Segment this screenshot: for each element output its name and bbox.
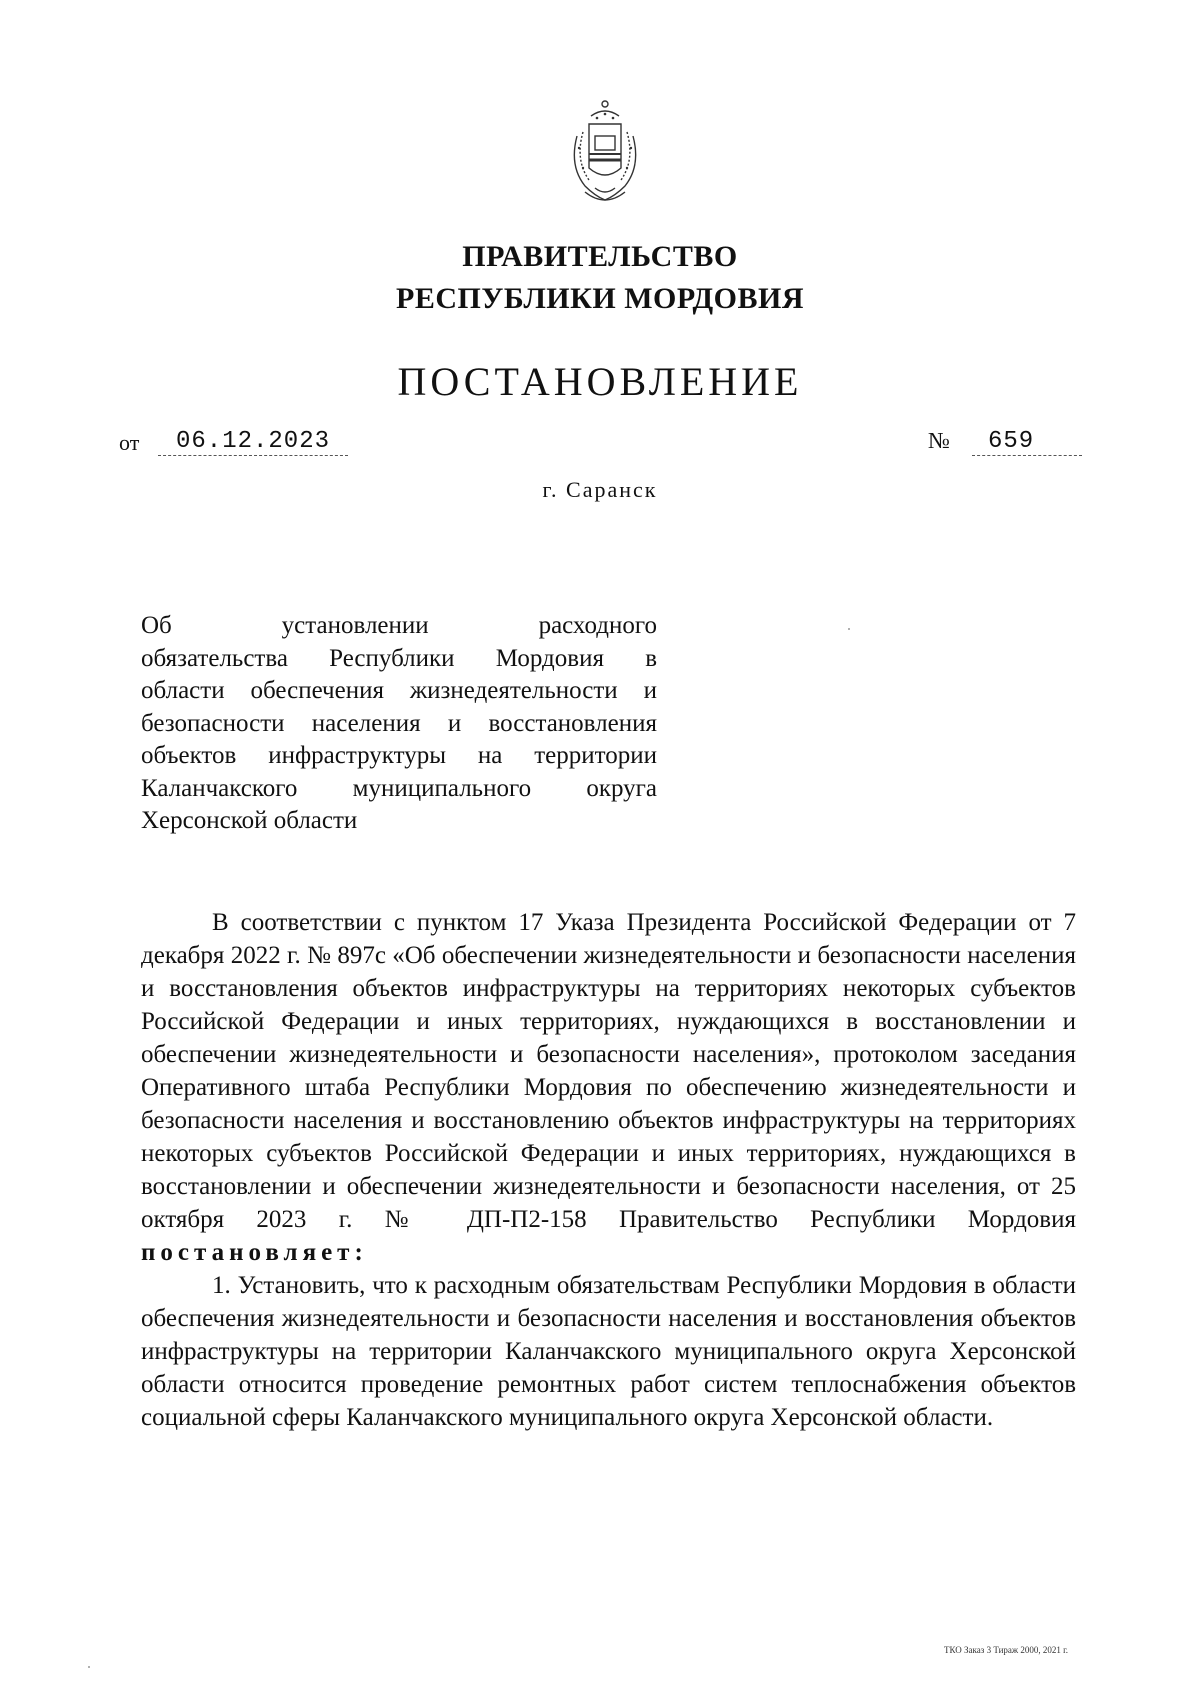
number-label: № bbox=[928, 428, 950, 453]
city-line: г. Саранск bbox=[542, 477, 658, 502]
document-body bbox=[141, 906, 1076, 1434]
date-label: от bbox=[119, 430, 140, 455]
subject-line: Об установлении расходного bbox=[141, 612, 657, 639]
scan-speck bbox=[88, 1666, 90, 1668]
document-type-title: ПОСТАНОВЛЕНИЕ bbox=[397, 359, 803, 404]
document-subject bbox=[141, 610, 657, 838]
subject-line: обязательства Республики Мордовия в bbox=[141, 644, 657, 672]
body-paragraph-preamble bbox=[141, 906, 1076, 1269]
subject-line: объектов инфраструктуры на территории bbox=[141, 742, 657, 769]
subject-line: области обеспечения жизнедеятельности и bbox=[141, 677, 657, 704]
document-date: 06.12.2023 bbox=[158, 428, 348, 456]
preamble-text: В соответствии с пунктом 17 Указа Президента Российской Федерации от 7 декабря 2022 г. № 897с «Об обеспечении жизнедеятельности и безопасности населения и восстановления объектов инфраструктуры на территориях некоторых субъектов Российской Федерации и иных территориях, нуждающихся в восстановлении и обеспечении жизнедеятельности и безопасности населения», протоколом заседания Оперативного штаба Республики Мордовия по обеспечению жизнедеятельности и безопасности населения и восстановлению объектов инфраструктуры на территориях некоторых субъектов Российской Федерации и иных территориях, нуждающихся в восстановлении и обеспечении жизнедеятельности и безопасности населения, от 25 октября 2023 г. № ДП-П2-158 Правительство Республики Мордовия bbox=[141, 909, 1076, 1233]
subject-line: Каланчакского муниципального округа bbox=[141, 774, 657, 802]
resolution-verb: постановляет: bbox=[141, 1239, 368, 1266]
document-number: 659 bbox=[972, 428, 1082, 456]
scan-speck bbox=[848, 628, 850, 630]
org-title-line2: РЕСПУБЛИКИ МОРДОВИЯ bbox=[396, 282, 804, 315]
subject-line: Херсонской области bbox=[141, 807, 358, 834]
org-title-line1: ПРАВИТЕЛЬСТВО bbox=[462, 240, 738, 273]
print-info-footer: ТКО Заказ 3 Тираж 2000, 2021 г. bbox=[944, 1645, 1069, 1655]
body-paragraph-item-1: 1. Установить, что к расходным обязательствам Республики Мордовия в области обеспечения жизнедеятельности и безопасности населения и восстановления объектов инфраструктуры на территории Каланчакского муниципального округа Херсонской области относится проведение ремонтных работ систем теплоснабжения объектов социальной сферы Каланчакского муниципального округа Херсонской области. bbox=[141, 1272, 1076, 1431]
coat-of-arms-icon bbox=[555, 96, 655, 208]
subject-line: безопасности населения и восстановления bbox=[141, 709, 657, 737]
